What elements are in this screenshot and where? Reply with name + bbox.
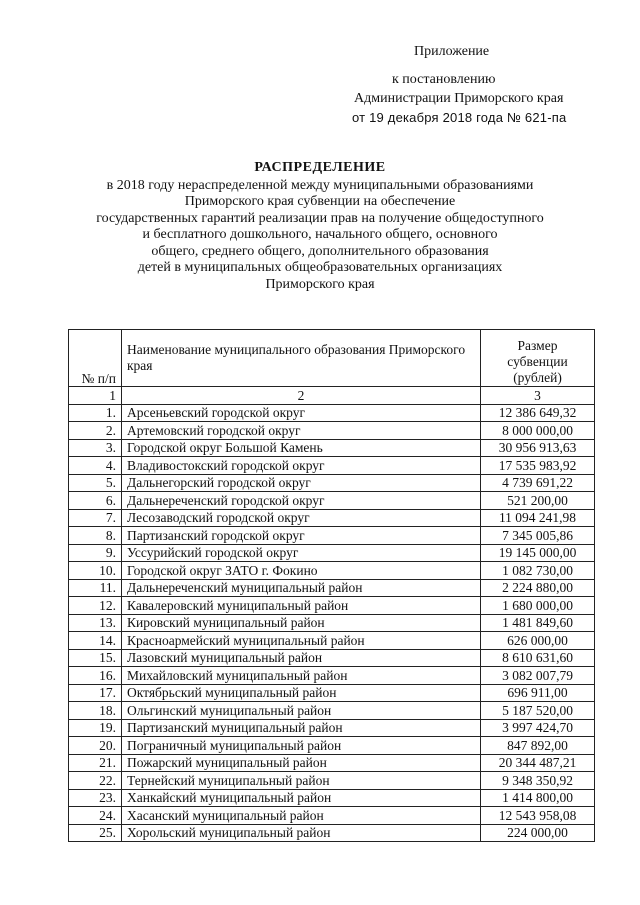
table-row (69, 667, 595, 685)
subsidy-amount: 19 145 000,00 (481, 544, 595, 562)
table-row (69, 404, 595, 422)
table-row (69, 807, 595, 825)
row-number: 11. (69, 579, 122, 597)
row-number: 24. (69, 807, 122, 825)
table-row (69, 492, 595, 510)
row-number: 2. (69, 422, 122, 440)
subsidy-amount: 696 911,00 (481, 684, 595, 702)
subsidy-amount: 1 082 730,00 (481, 562, 595, 580)
heading-line: детей в муниципальных общеобразовательных организациях (137, 260, 503, 275)
column-index: 3 (481, 387, 595, 405)
row-number: 10. (69, 562, 122, 580)
municipality-name: Лесозаводский городской округ (122, 509, 481, 527)
subsidy-amount: 5 187 520,00 (481, 702, 595, 720)
municipality-name: Хасанский муниципальный район (122, 807, 481, 825)
subsidy-amount: 1 481 849,60 (481, 614, 595, 632)
subsidy-amount: 17 535 983,92 (481, 457, 595, 475)
table-header-row (69, 330, 595, 387)
row-number: 22. (69, 772, 122, 790)
heading-line: Приморского края (265, 276, 375, 292)
heading-line: Приморского края субвенции на обеспечение (184, 194, 456, 209)
subsidy-amount: 4 739 691,22 (481, 474, 595, 492)
municipality-name: Октябрьский муниципальный район (122, 684, 481, 702)
municipality-name: Пожарский муниципальный район (122, 754, 481, 772)
subsidy-amount: 3 082 007,79 (481, 667, 595, 685)
municipality-name: Михайловский муниципальный район (122, 667, 481, 685)
document-title: РАСПРЕДЕЛЕНИЕ (254, 160, 386, 175)
municipality-name: Партизанский муниципальный район (122, 719, 481, 737)
table-row (69, 789, 595, 807)
appendix-block (352, 42, 612, 127)
row-number: 6. (69, 492, 122, 510)
table-row (69, 719, 595, 737)
row-number: 14. (69, 632, 122, 650)
subsidy-amount: 9 348 350,92 (481, 772, 595, 790)
municipality-name: Пограничный муниципальный район (122, 737, 481, 755)
subsidy-amount: 1 414 800,00 (481, 789, 595, 807)
header-subsidy-size: Размер субвенции (рублей) (481, 330, 595, 387)
table-row (69, 772, 595, 790)
column-index: 1 (69, 387, 122, 405)
municipality-name: Партизанский городской округ (122, 527, 481, 545)
municipality-name: Ольгинский муниципальный район (122, 702, 481, 720)
subsidy-amount: 12 543 958,08 (481, 807, 595, 825)
row-number: 16. (69, 667, 122, 685)
document-heading (40, 160, 600, 293)
subsidy-amount: 12 386 649,32 (481, 404, 595, 422)
municipality-name: Дальнегорский городской округ (122, 474, 481, 492)
row-number: 20. (69, 737, 122, 755)
subsidy-amount: 30 956 913,63 (481, 439, 595, 457)
municipality-name: Хорольский муниципальный район (122, 824, 481, 842)
subsidy-amount: 8 000 000,00 (481, 422, 595, 440)
row-number: 21. (69, 754, 122, 772)
municipality-name: Городской округ Большой Камень (122, 439, 481, 457)
column-index-row (69, 387, 595, 405)
table-row (69, 527, 595, 545)
row-number: 19. (69, 719, 122, 737)
municipality-name: Кавалеровский муниципальный район (122, 597, 481, 615)
subsidy-distribution-table (68, 329, 595, 842)
table-row (69, 474, 595, 492)
municipality-name: Красноармейский муниципальный район (122, 632, 481, 650)
appendix-label: Приложение (414, 44, 490, 59)
subsidy-amount: 1 680 000,00 (481, 597, 595, 615)
appendix-date-number: от 19 декабря 2018 года № 621-па (352, 110, 567, 125)
municipality-name: Тернейский муниципальный район (122, 772, 481, 790)
table-row (69, 649, 595, 667)
table-row (69, 457, 595, 475)
table-row (69, 737, 595, 755)
municipality-name: Ханкайский муниципальный район (122, 789, 481, 807)
table-row (69, 562, 595, 580)
appendix-resolution-ref: к постановлению (392, 72, 496, 87)
table-row (69, 754, 595, 772)
table-row (69, 544, 595, 562)
row-number: 3. (69, 439, 122, 457)
appendix-authority: Администрации Приморского края (354, 91, 564, 106)
subsidy-amount: 626 000,00 (481, 632, 595, 650)
subsidy-amount: 7 345 005,86 (481, 527, 595, 545)
row-number: 25. (69, 824, 122, 842)
table-row (69, 824, 595, 842)
table-row (69, 579, 595, 597)
municipality-name: Городской округ ЗАТО г. Фокино (122, 562, 481, 580)
subsidy-amount: 8 610 631,60 (481, 649, 595, 667)
row-number: 15. (69, 649, 122, 667)
subsidy-amount: 20 344 487,21 (481, 754, 595, 772)
table-row (69, 597, 595, 615)
column-index: 2 (122, 387, 481, 405)
row-number: 12. (69, 597, 122, 615)
municipality-name: Дальнереченский муниципальный район (122, 579, 481, 597)
row-number: 17. (69, 684, 122, 702)
table-row (69, 684, 595, 702)
table-row (69, 632, 595, 650)
subsidy-amount: 3 997 424,70 (481, 719, 595, 737)
heading-line: и бесплатного дошкольного, начального общего, основного (142, 227, 498, 242)
row-number: 1. (69, 404, 122, 422)
row-number: 18. (69, 702, 122, 720)
table-row (69, 422, 595, 440)
table-row (69, 509, 595, 527)
row-number: 4. (69, 457, 122, 475)
row-number: 9. (69, 544, 122, 562)
row-number: 8. (69, 527, 122, 545)
municipality-name: Кировский муниципальный район (122, 614, 481, 632)
table-row (69, 614, 595, 632)
municipality-name: Артемовский городской округ (122, 422, 481, 440)
municipality-name: Арсеньевский городской округ (122, 404, 481, 422)
subsidy-amount: 521 200,00 (481, 492, 595, 510)
subsidy-amount: 11 094 241,98 (481, 509, 595, 527)
table-row (69, 439, 595, 457)
municipality-name: Владивостокский городской округ (122, 457, 481, 475)
table-row (69, 702, 595, 720)
municipality-name: Лазовский муниципальный район (122, 649, 481, 667)
row-number: 5. (69, 474, 122, 492)
municipality-name: Дальнереченский городской округ (122, 492, 481, 510)
row-number: 23. (69, 789, 122, 807)
subsidy-amount: 847 892,00 (481, 737, 595, 755)
municipality-name: Уссурийский городской округ (122, 544, 481, 562)
row-number: 7. (69, 509, 122, 527)
subsidy-amount: 2 224 880,00 (481, 579, 595, 597)
heading-line: государственных гарантий реализации прав на получение общедоступного (96, 210, 544, 226)
heading-line: общего, среднего общего, дополнительного образования (151, 243, 489, 259)
subsidy-amount: 224 000,00 (481, 824, 595, 842)
header-municipality: Наименование муниципального образования Приморского края (122, 330, 481, 387)
row-number: 13. (69, 614, 122, 632)
heading-line: в 2018 году нераспределенной между муниципальными образованиями (106, 177, 534, 193)
header-number: № п/п (69, 330, 122, 387)
